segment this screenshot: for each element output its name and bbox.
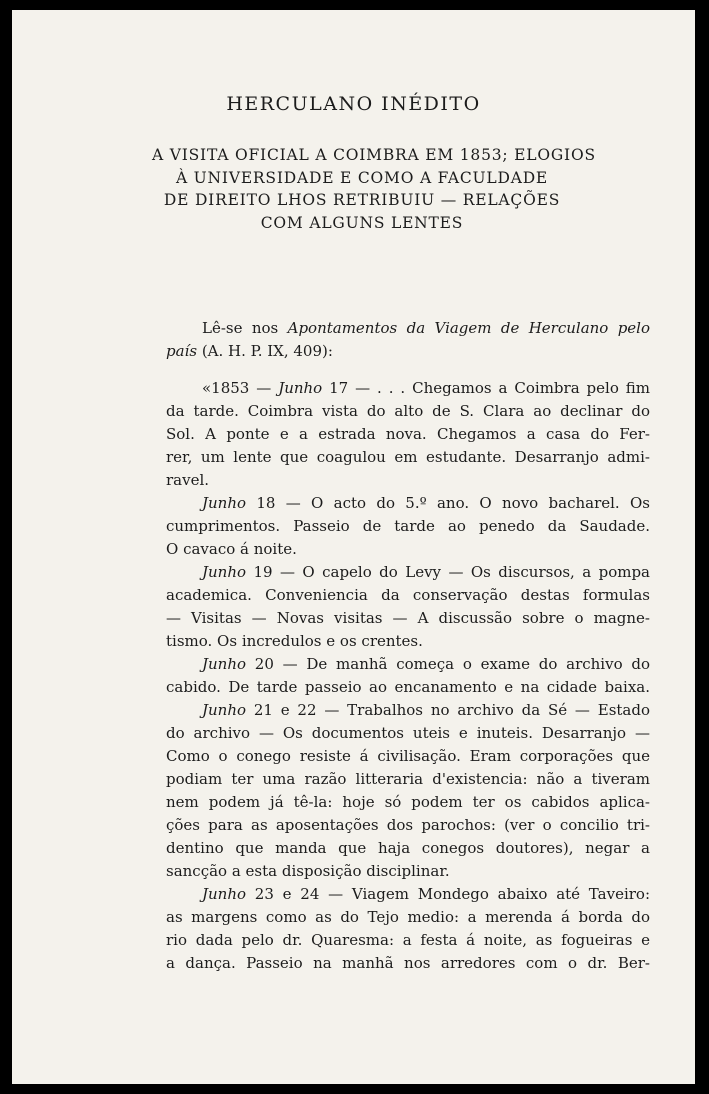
running-title: HERCULANO INÉDITO xyxy=(226,93,481,115)
entry-year: «1853 — xyxy=(202,379,279,397)
entry-text: Chegamos a Coimbra pelo fim xyxy=(405,379,650,397)
entry-day: 17 — . . . xyxy=(322,379,406,397)
intro-paragraph xyxy=(166,317,650,363)
diary-entry xyxy=(166,492,650,561)
entry-line: rio dada pelo dr. Quaresma: a festa á noite, as fogueiras e xyxy=(166,931,650,949)
source-title-cont: país xyxy=(166,342,198,360)
entry-line: podiam ter uma razão litteraria d'existencia: não a tiveram xyxy=(166,770,650,788)
intro-prefix: Lê-se nos xyxy=(202,319,288,337)
entry-line: — Visitas — Novas visitas — A discussão sobre o magne- xyxy=(166,609,650,627)
entry-month: Junho xyxy=(202,701,247,719)
chapter-title-line: À UNIVERSIDADE E COMO A FACULDADE xyxy=(175,168,549,187)
entry-last-line: tismo. Os incredulos e os crentes. xyxy=(166,632,423,650)
entry-line: cabido. De tarde passeio ao encanamento e na cidade baixa. xyxy=(166,678,650,696)
entry-line: ções para as aposentações dos parochos: (ver o concilio tri- xyxy=(166,816,650,834)
entry-line: nem podem já tê-la: hoje só podem ter os cabidos aplica- xyxy=(166,793,650,811)
entry-line: Como o conego resiste á civilisação. Eram corporações que xyxy=(166,747,650,765)
chapter-title-line: DE DIREITO LHOS RETRIBUIU — RELAÇÕES xyxy=(163,191,561,209)
entry-month: Junho xyxy=(202,885,247,903)
diary-entry xyxy=(166,561,650,653)
entry-text: 19 — O capelo do Levy — Os discursos, a pompa xyxy=(246,563,650,581)
entry-line: cumprimentos. Passeio de tarde ao penedo da Saudade. xyxy=(166,517,650,535)
entry-last-line: ravel. xyxy=(166,471,210,489)
diary-entry xyxy=(166,699,650,883)
entry-last-line: O cavaco á noite. xyxy=(166,540,297,558)
entry-first-line xyxy=(166,492,650,515)
entry-line: as margens como as do Tejo medio: a merenda á borda do xyxy=(166,908,650,926)
entry-line: rer, um lente que coagulou em estudante. Desarranjo admi- xyxy=(166,448,650,466)
entry-first-line xyxy=(166,883,650,906)
entry-month: Junho xyxy=(202,494,247,512)
chapter-title xyxy=(152,144,596,234)
entry-month: Junho xyxy=(202,655,247,673)
source-title: Apontamentos da Viagem de Herculano pelo xyxy=(287,319,651,337)
chapter-title-line: COM ALGUNS LENTES xyxy=(260,213,464,232)
entry-text: 23 e 24 — Viagem Mondego abaixo até Taveiro: xyxy=(246,885,650,903)
body-text xyxy=(166,317,650,975)
diary-entry xyxy=(166,653,650,699)
entry-text: 20 — De manhã começa o exame do archivo do xyxy=(246,655,650,673)
entry-line: Sol. A ponte e a estrada nova. Chegamos a casa do Fer- xyxy=(166,425,650,443)
chapter-title-line: A VISITA OFICIAL A COIMBRA EM 1853; ELOGIOS xyxy=(152,146,596,164)
entry-first-line xyxy=(166,699,650,722)
entry-month: Junho xyxy=(278,379,323,397)
diary-entry xyxy=(166,883,650,975)
entry-text: 18 — O acto do 5.º ano. O novo bacharel. Os xyxy=(246,494,650,512)
intro-line xyxy=(166,340,650,363)
intro-suffix: (A. H. P. IX, 409): xyxy=(197,342,333,360)
entry-line: da tarde. Coimbra vista do alto de S. Clara ao declinar do xyxy=(166,402,650,420)
entry-line: dentino que manda que haja conegos doutores), negar a xyxy=(166,839,650,857)
diary-entry xyxy=(166,377,650,492)
paragraph-gap xyxy=(166,363,650,377)
book-page xyxy=(12,10,695,1084)
entry-line: academica. Conveniencia da conservação destas formulas xyxy=(166,586,650,604)
intro-line xyxy=(166,317,650,340)
entry-first-line xyxy=(166,653,650,676)
entry-first-line xyxy=(166,377,650,400)
entry-month: Junho xyxy=(202,563,247,581)
entry-text: 21 e 22 — Trabalhos no archivo da Sé — Estado xyxy=(246,701,650,719)
entry-line: do archivo — Os documentos uteis e inuteis. Desarranjo — xyxy=(166,724,650,742)
entry-first-line xyxy=(166,561,650,584)
entry-last-line: sancção a esta disposição disciplinar. xyxy=(166,862,450,880)
entry-line: a dança. Passeio na manhã nos arredores com o dr. Ber- xyxy=(166,954,650,972)
